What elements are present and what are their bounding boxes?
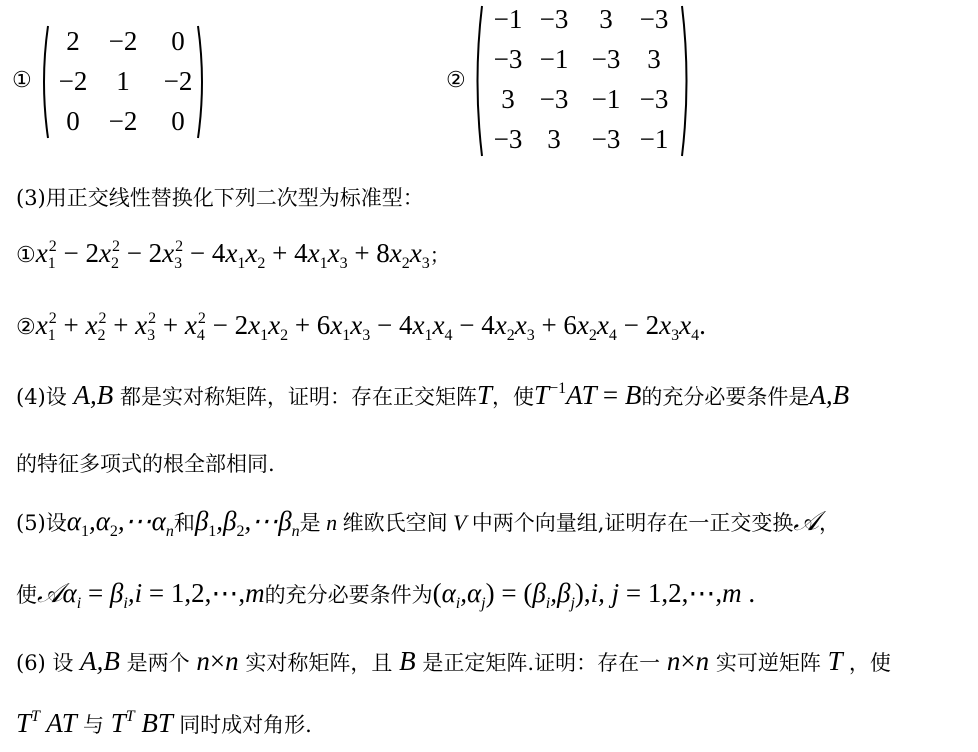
m1-cell-1-0: −2 — [58, 66, 88, 96]
q3-item1-formula: $x_1^2 - 2x_2^2 - 2x_3^2 - 4x_1x_2 + 4x_1x_3 + 8x_2x_3$ — [35, 238, 430, 272]
q6-T: T — [820, 646, 849, 676]
m1-cell-2-2: 0 — [171, 106, 185, 136]
q5-n: n — [320, 510, 343, 535]
m1-cell-0-2: 0 — [171, 26, 185, 56]
q5-is: 是 — [299, 511, 321, 535]
q3-item2-label: ② — [16, 315, 36, 340]
q6-text1: 是两个 — [126, 651, 190, 675]
q3-title: (3)用正交线性替换化下列二次型为标准型： — [16, 186, 424, 210]
matrix2-label: ② — [446, 68, 466, 93]
q5-line2-formula: 𝒜α$_i$ = $\beta_i,i$ = 1,2,⋯,m — [37, 578, 265, 612]
m2-cell-0-3: −3 — [639, 4, 669, 34]
m2-cell-2-2: −1 — [591, 84, 621, 114]
m1-cell-0-0: 2 — [66, 26, 80, 56]
q5-V: V — [447, 510, 472, 535]
m2-cell-1-0: −3 — [493, 44, 523, 74]
q3-item2-formula: $x_1^2 + x_2^2 + x_3^2 + x_4^2 - 2x_1x_2 + 6x_1x_3 - 4x_1x_4 - 4x_2x_3 + 6x_2x_4 - 2x_3x_4$. — [35, 310, 706, 344]
m2-cell-3-1: 3 — [547, 124, 561, 154]
q4-text1: 都是实对称矩阵，证明：存在正交矩阵 — [120, 385, 477, 409]
m2-cell-2-3: −3 — [639, 84, 669, 114]
q6-line2 — [16, 708, 312, 739]
m2-cell-3-2: −3 — [591, 124, 621, 154]
q4-line1 — [16, 380, 849, 411]
q5-transform: 𝒜 — [793, 506, 819, 537]
q6-AB: A,B — [73, 646, 127, 676]
q6-text4: 实可逆矩阵 — [715, 651, 821, 675]
q4-formula: $T^{-1}AT = B$ — [534, 380, 642, 410]
q4-text3: 的充分必要条件是 — [641, 385, 810, 409]
q3-item1-label: ① — [16, 243, 36, 268]
q4-prefix: (4)设 — [16, 385, 67, 409]
matrix2 — [472, 2, 692, 160]
m1-cell-0-1: −2 — [108, 26, 138, 56]
q5-line2-condition: $(\alpha_i,\alpha_j) = (\beta_i,\beta_j),i$, j = 1,2,⋯,m . — [432, 578, 756, 612]
q6-TBT: $T^T$ BT — [103, 708, 180, 738]
q6-text2: 实对称矩阵，且 — [245, 651, 393, 675]
q6-text3: 是正定矩阵.证明：存在一 — [422, 651, 661, 675]
q6-TAT: $T^T$ AT — [16, 708, 83, 738]
m2-cell-2-1: −3 — [539, 84, 569, 114]
m2-cell-2-0: 3 — [501, 84, 515, 114]
q5-dim: 维欧氏空间 — [342, 511, 448, 535]
m1-cell-1-1: 1 — [116, 66, 130, 96]
q5-line1 — [16, 506, 840, 541]
q5-prefix: (5)设 — [16, 511, 67, 535]
m2-cell-1-1: −1 — [539, 44, 569, 74]
q6-and: 与 — [82, 713, 104, 737]
q4-AB2: A,B — [809, 380, 850, 410]
m2-cell-1-2: −3 — [591, 44, 621, 74]
m1-cell-2-0: 0 — [66, 106, 80, 136]
m2-cell-3-0: −3 — [493, 124, 523, 154]
matrix1-label: ① — [12, 68, 32, 93]
q4-text2: ，使 — [492, 385, 535, 409]
q6-nxn-2: n×n — [660, 646, 716, 676]
q6-prefix: (6) 设 — [16, 651, 74, 675]
q6-text5: ，使 — [848, 651, 891, 675]
m1-cell-1-2: −2 — [163, 66, 193, 96]
matrix1 — [38, 22, 208, 142]
q4-line2: 的特征多项式的根全部相同. — [16, 452, 275, 476]
q5-line2 — [16, 578, 755, 613]
q5-and: 和 — [173, 511, 195, 535]
q3-item2 — [16, 310, 706, 345]
q6-line1 — [16, 646, 891, 677]
q6-nxn-1: n×n — [189, 646, 246, 676]
m2-cell-0-0: −1 — [493, 4, 523, 34]
q5-line2-mid: 的充分必要条件为 — [264, 583, 433, 607]
m2-cell-0-2: 3 — [599, 4, 613, 34]
q6-B: B — [392, 646, 423, 676]
q4-T: T — [477, 380, 493, 410]
q6-end: 同时成对角形. — [179, 713, 312, 737]
q4-AB: A,B — [66, 380, 120, 410]
m2-cell-3-3: −1 — [639, 124, 669, 154]
q3-item1: $①x_1^2 - 2x_2^2 - 2x_3^2 - 4x_1x_2 + 4x_1x_3 + 8x_2x_3$； — [16, 238, 450, 272]
q5-line2-prefix: 使 — [16, 583, 37, 607]
q5-alphas: $\alpha_1,\alpha_2,\cdots\alpha_n$ — [66, 506, 174, 540]
q5-betas: $\beta_1,\beta_2,\cdots\beta_n$ — [194, 506, 300, 540]
q5-mid: 中两个向量组,证明存在一正交变换 — [471, 511, 794, 535]
m1-cell-2-1: −2 — [108, 106, 138, 136]
m2-cell-0-1: −3 — [539, 4, 569, 34]
m2-cell-1-3: 3 — [647, 44, 661, 74]
q5-comma: ， — [818, 511, 840, 535]
